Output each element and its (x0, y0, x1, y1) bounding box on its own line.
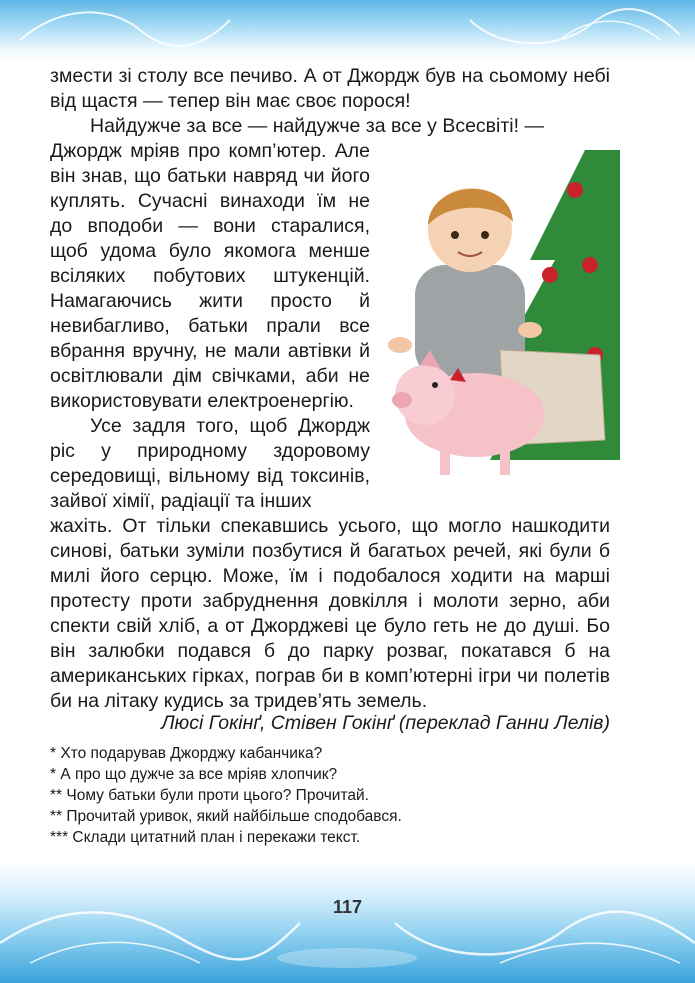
paragraph-3-start: Усе задля того, щоб Джордж ріс у природному здоровому середовищі, вільному від токсинів, зайвої хімії, радіації та інших (50, 415, 370, 512)
attribution: Люсі Гокінґ, Стівен Гокінґ (переклад Ганни Лелів) (161, 712, 610, 734)
paragraph-2-first-line: Найдужче за все — найдужче за все у Всесвіті! — (90, 115, 544, 137)
question-item: ** Прочитай уривок, який найбільше сподобався. (50, 808, 402, 825)
questions-list (50, 743, 570, 848)
question-item: * А про що дужче за все мріяв хлопчик? (50, 766, 338, 783)
page-number: 117 (332, 897, 363, 917)
paragraph-3-end: жахіть. От тільки спекавшись усього, що могло нашкодити синові, батьки зуміли позбутися й багатьох речей, які були б милі його серцю. Може, їм і подобалося ходити на марші протесту проти забруднення довкілля і молоти зерно, аби спекти свій хліб, а от Джорджеві це було геть не до душі. Бо він залюбки подався б до парку розваг, покатався б на американських гірках, пограв би в комп’ютерні ігри чи полетів би на літаку кудись за тридев’ять земель. (50, 515, 610, 712)
paragraph-2-rest: Джордж мріяв про комп’ютер. Але він знав, що батьки навряд чи його куплять. Сучасні винаходи їм не до вподоби — вони старалися, щоб удома було якомога менше всіляких побутових штукенцій. Намагаючись жити просто й невибагливо, батьки прали все вбрання вручну, не мали автівки й освітлювали дім свічками, аби не використовувати електроенергію. (50, 140, 370, 412)
translator: переклад Ганни Лелів (405, 712, 604, 734)
question-item: ** Чому батьки були проти цього? Прочитай. (50, 787, 369, 804)
authors: Люсі Гокінґ, Стівен Гокінґ (161, 712, 394, 734)
question-item: *** Склади цитатний план і перекажи текст. (50, 829, 361, 846)
bottom-swirl-ornament (0, 863, 695, 983)
top-swirl-ornament (0, 0, 695, 60)
question-item: * Хто подарував Джорджу кабанчика? (50, 745, 323, 762)
paragraph-1: змести зі столу все печиво. А от Джордж був на сьомому небі від щастя — тепер він має своє порося! (50, 65, 610, 112)
story-text (50, 64, 610, 714)
